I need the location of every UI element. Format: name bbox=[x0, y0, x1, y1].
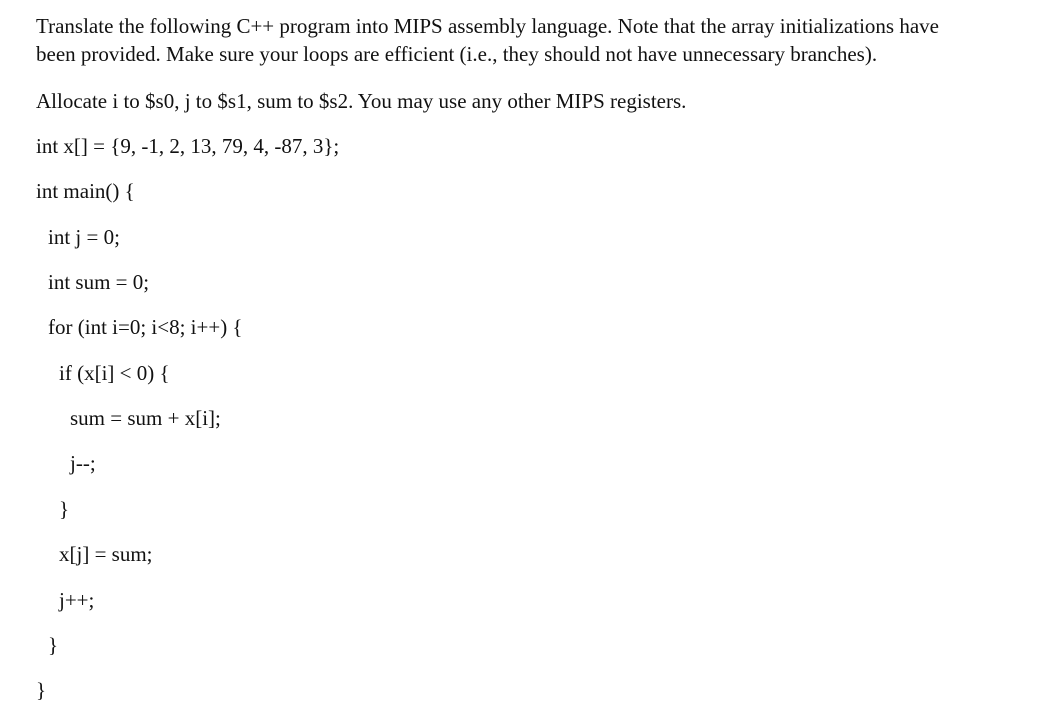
code-sum-update: sum = sum + x[i]; bbox=[70, 406, 221, 430]
register-allocation-text: Allocate i to $s0, j to $s1, sum to $s2. You may use any other MIPS registers. bbox=[36, 89, 687, 113]
code-array-declaration: int x[] = {9, -1, 2, 13, 79, 4, -87, 3}; bbox=[36, 134, 340, 158]
code-j-increment: j++; bbox=[59, 588, 95, 612]
intro-line-1: Translate the following C++ program into MIPS assembly language. Note that the array initializations have bbox=[36, 14, 939, 38]
code-for-open: for (int i=0; i<8; i++) { bbox=[48, 315, 243, 339]
code-main-close: } bbox=[36, 678, 47, 702]
code-for-close: } bbox=[48, 633, 59, 657]
code-if-open: if (x[i] < 0) { bbox=[59, 361, 170, 385]
code-main-open: int main() { bbox=[36, 179, 135, 203]
code-array-assign: x[j] = sum; bbox=[59, 542, 153, 566]
code-j-decrement: j--; bbox=[70, 451, 96, 475]
intro-line-2: been provided. Make sure your loops are efficient (i.e., they should not have unnecessary branches). bbox=[36, 42, 878, 66]
code-j-declaration: int j = 0; bbox=[48, 225, 120, 249]
code-if-close: } bbox=[59, 497, 70, 521]
code-sum-declaration: int sum = 0; bbox=[48, 270, 150, 294]
